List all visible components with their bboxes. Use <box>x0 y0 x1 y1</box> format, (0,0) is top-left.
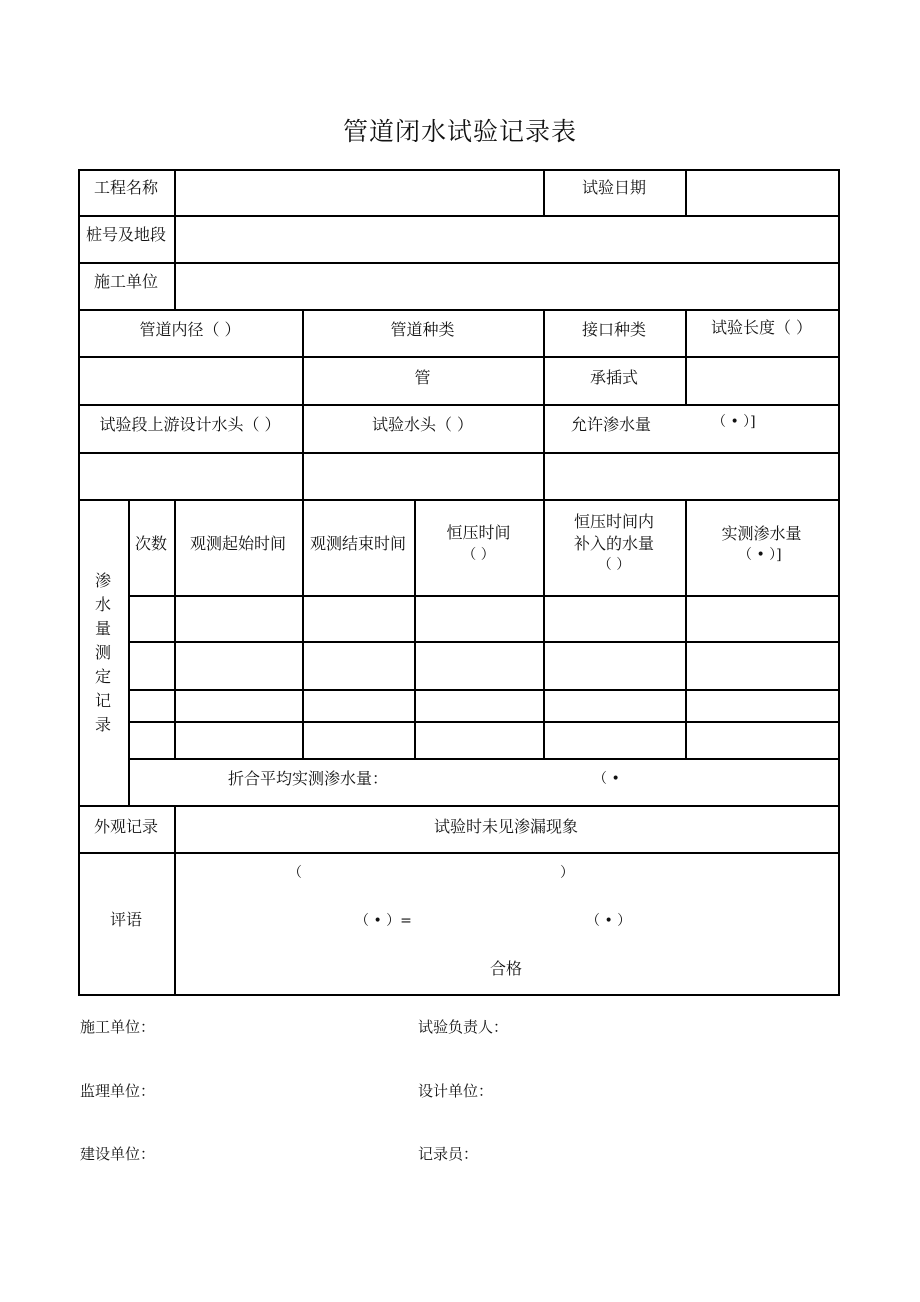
rule <box>838 169 840 996</box>
rule <box>78 215 840 217</box>
sig-design-unit: 设计单位： <box>418 1082 494 1100</box>
comment-formula-right: （ • ） <box>586 913 632 929</box>
col-measured-unit: （ • ）] <box>738 547 782 563</box>
rule <box>78 309 840 311</box>
rule <box>174 215 176 309</box>
avg-seepage-label: 折合平均实测渗水量： <box>228 769 389 788</box>
project-name-label: 工程名称 <box>93 178 158 197</box>
rule <box>78 356 840 358</box>
inner-diameter-label: 管道内径（ ） <box>139 320 241 339</box>
sig-supervision-unit: 监理单位： <box>80 1082 156 1100</box>
side-char: 定 <box>94 667 111 686</box>
col-start-header: 观测起始时间 <box>189 534 286 553</box>
seepage-side-label <box>93 569 113 737</box>
rule <box>78 499 840 501</box>
rule <box>78 805 840 807</box>
comment-line1-open: （ <box>288 865 302 881</box>
comment-result: 合格 <box>489 959 522 978</box>
test-length-label: 试验长度（ ） <box>710 318 813 337</box>
col-end-header: 观测结束时间 <box>309 534 406 553</box>
comment-formula-left: （ • ）= <box>355 913 412 929</box>
rule <box>685 169 687 215</box>
rule <box>128 721 840 723</box>
appearance-value: 试验时未见渗漏现象 <box>433 817 578 836</box>
rule <box>78 994 840 996</box>
rule <box>78 169 80 996</box>
col-added-water-unit: （ ） <box>597 557 631 573</box>
test-date-label: 试验日期 <box>581 178 646 197</box>
avg-seepage-unit: （ • <box>593 771 620 787</box>
side-char: 水 <box>94 595 111 614</box>
side-char: 测 <box>94 643 111 662</box>
sig-recorder: 记录员： <box>418 1145 479 1163</box>
rule <box>543 404 545 499</box>
construction-unit-label: 施工单位 <box>93 272 158 291</box>
side-char: 渗 <box>94 571 111 590</box>
sig-build-unit: 建设单位： <box>80 1145 156 1163</box>
allowed-seepage-unit: （ • ）] <box>712 414 756 430</box>
sig-test-lead: 试验负责人： <box>418 1018 509 1036</box>
joint-type-label: 接口种类 <box>581 320 646 339</box>
station-label: 桩号及地段 <box>85 225 166 244</box>
col-const-time-unit: （ ） <box>462 547 495 563</box>
col-count-header: 次数 <box>134 534 167 553</box>
comment-label: 评语 <box>109 910 142 929</box>
rule <box>128 641 840 643</box>
rule <box>128 689 840 691</box>
side-char: 量 <box>94 619 111 638</box>
rule <box>78 169 840 171</box>
side-char: 录 <box>94 715 111 734</box>
test-head-label: 试验水头（ ） <box>371 415 474 434</box>
comment-line1-close: ） <box>560 865 574 881</box>
rule <box>78 452 840 454</box>
test-record-table <box>78 169 840 996</box>
rule <box>78 404 840 406</box>
allowed-seepage-label: 允许渗水量 <box>571 415 652 434</box>
appearance-label: 外观记录 <box>93 817 158 836</box>
rule <box>128 595 840 597</box>
rule <box>78 852 840 854</box>
upstream-head-label: 试验段上游设计水头（ ） <box>99 415 281 434</box>
pipe-type-label: 管道种类 <box>390 320 455 339</box>
col-measured-header: 实测渗水量 <box>721 524 802 543</box>
rule <box>128 758 840 760</box>
pipe-type-value: 管 <box>414 368 431 387</box>
rule <box>78 262 840 264</box>
sig-construction-unit: 施工单位： <box>80 1018 156 1036</box>
side-char: 记 <box>94 691 111 710</box>
col-added-water-header-1: 恒压时间内 <box>573 512 654 531</box>
rule <box>174 169 176 215</box>
page-title: 管道闭水试验记录表 <box>342 117 577 146</box>
joint-type-value: 承插式 <box>589 368 638 387</box>
col-added-water-header-2: 补入的水量 <box>573 534 654 553</box>
col-const-time-header: 恒压时间 <box>446 523 511 542</box>
